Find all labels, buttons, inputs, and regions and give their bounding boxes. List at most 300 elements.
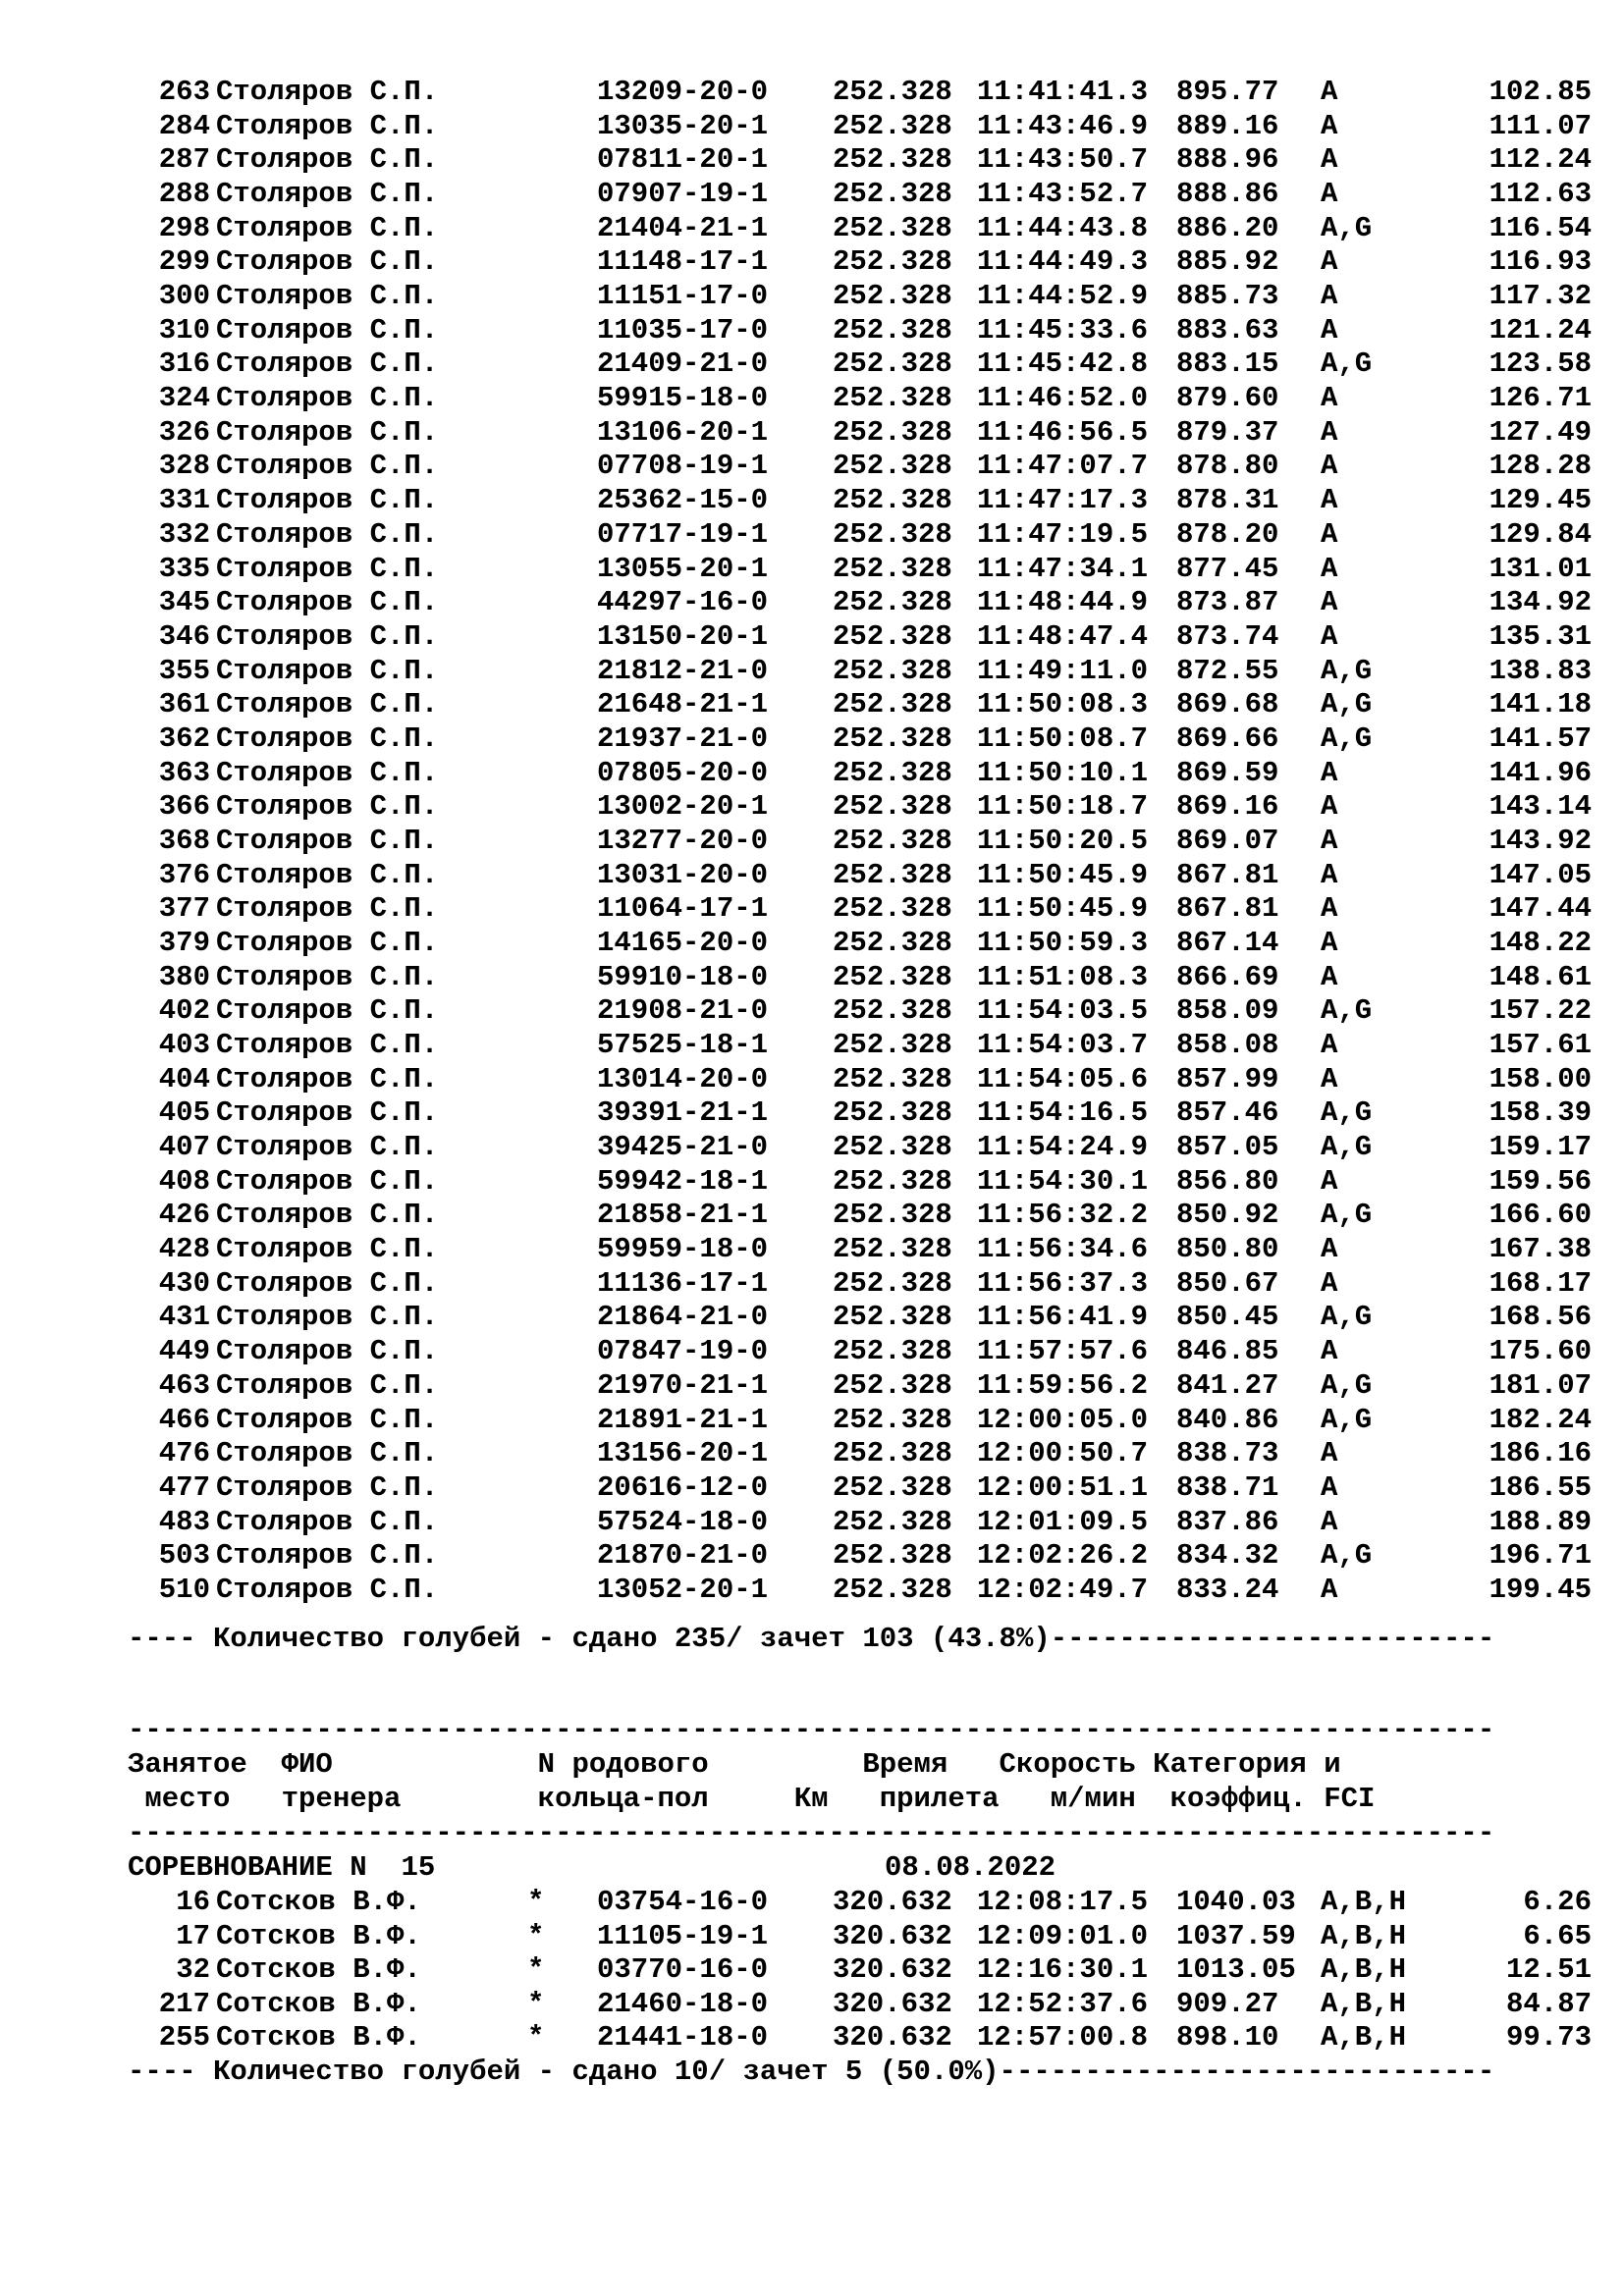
cell-speed: 879.37 <box>1176 415 1279 449</box>
cell-speed: 909.27 <box>1176 1987 1279 2020</box>
cell-name: Столяров С.П. <box>216 450 439 483</box>
cell-time: 12:52:37.6 <box>977 1987 1149 2020</box>
cell-speed: 1040.03 <box>1176 1886 1296 1918</box>
cell-cat: A <box>1321 143 1338 177</box>
cell-ring: 59915-18-0 <box>597 382 769 415</box>
table-row <box>0 1029 1624 1063</box>
cell-coef: 166.60 <box>1489 1199 1592 1232</box>
cell-km: 252.328 <box>833 1131 952 1164</box>
cell-km: 252.328 <box>833 688 952 721</box>
rule: -------------------------------------------------------------------------------- <box>128 1714 1495 1746</box>
cell-ring: 21891-21-1 <box>597 1403 769 1436</box>
cell-cat: A <box>1321 280 1338 313</box>
cell-coef: 102.85 <box>1489 76 1592 108</box>
cell-cat: A <box>1321 790 1338 824</box>
cell-coef: 175.60 <box>1489 1335 1592 1368</box>
cell-star: * <box>527 1886 545 1918</box>
cell-place: 503 <box>158 1539 210 1573</box>
cell-cat: A <box>1321 1437 1338 1470</box>
cell-ring: 21864-21-0 <box>597 1301 769 1334</box>
cell-coef: 186.16 <box>1489 1437 1592 1470</box>
cell-place: 345 <box>158 586 210 619</box>
cell-time: 11:47:07.7 <box>977 450 1149 483</box>
cell-speed: 878.31 <box>1176 484 1279 517</box>
cell-ring: 11136-17-1 <box>597 1266 769 1300</box>
table-row <box>0 757 1624 791</box>
cell-name: Сотсков В.Ф. <box>216 1987 421 2020</box>
cell-km: 320.632 <box>833 1987 952 2020</box>
table-row <box>0 1165 1624 1200</box>
cell-place: 328 <box>158 450 210 483</box>
cell-coef: 121.24 <box>1489 313 1592 347</box>
cell-ring: 21404-21-1 <box>597 211 769 244</box>
cell-place: 428 <box>158 1233 210 1266</box>
cell-place: 366 <box>158 790 210 824</box>
cell-cat: A <box>1321 756 1338 789</box>
cell-time: 11:48:47.4 <box>977 619 1149 653</box>
cell-km: 252.328 <box>833 347 952 381</box>
cell-time: 11:48:44.9 <box>977 586 1149 619</box>
cell-time: 11:54:03.5 <box>977 994 1149 1028</box>
cell-coef: 158.39 <box>1489 1096 1592 1130</box>
cell-speed: 840.86 <box>1176 1403 1279 1436</box>
cell-ring: 11064-17-1 <box>597 892 769 926</box>
cell-cat: A,G <box>1321 1539 1373 1573</box>
cell-speed: 850.45 <box>1176 1301 1279 1334</box>
cell-cat: A,G <box>1321 211 1373 244</box>
cell-speed: 885.73 <box>1176 280 1279 313</box>
table-row <box>0 586 1624 620</box>
cell-speed: 869.66 <box>1176 721 1279 755</box>
table-row <box>0 518 1624 553</box>
cell-coef: 148.22 <box>1489 927 1592 959</box>
cell-name: Столяров С.П. <box>216 1470 439 1504</box>
cell-place: 335 <box>158 552 210 585</box>
cell-speed: 850.67 <box>1176 1266 1279 1300</box>
cell-place: 483 <box>158 1505 210 1538</box>
cell-place: 407 <box>158 1131 210 1164</box>
cell-coef: 159.17 <box>1489 1131 1592 1164</box>
cell-place: 463 <box>158 1368 210 1402</box>
cell-km: 252.328 <box>833 450 952 483</box>
cell-name: Столяров С.П. <box>216 1437 439 1470</box>
cell-ring: 21648-21-1 <box>597 688 769 721</box>
cell-name: Столяров С.П. <box>216 824 439 857</box>
cell-coef: 141.57 <box>1489 721 1592 755</box>
cell-coef: 12.51 <box>1505 1953 1592 1987</box>
cell-coef: 168.17 <box>1489 1266 1592 1300</box>
cell-place: 32 <box>176 1953 210 1987</box>
cell-speed: 838.71 <box>1176 1470 1279 1504</box>
table-row <box>0 280 1624 314</box>
cell-speed: 883.63 <box>1176 313 1279 347</box>
table-row <box>0 1267 1624 1302</box>
cell-coef: 123.58 <box>1489 347 1592 381</box>
cell-speed: 872.55 <box>1176 654 1279 687</box>
cell-name: Столяров С.П. <box>216 960 439 993</box>
cell-km: 252.328 <box>833 1164 952 1198</box>
cell-coef: 159.56 <box>1489 1164 1592 1198</box>
column-header-text: Занятое ФИО N родового Время Скорость Категория и <box>128 1748 1341 1781</box>
cell-time: 11:50:59.3 <box>977 927 1149 959</box>
cell-cat: A <box>1321 178 1338 211</box>
block2-summary <box>0 2056 1624 2090</box>
table-row <box>0 553 1624 587</box>
cell-place: 510 <box>158 1573 210 1606</box>
cell-km: 252.328 <box>833 382 952 415</box>
cell-km: 252.328 <box>833 245 952 279</box>
cell-place: 404 <box>158 1062 210 1095</box>
cell-coef: 127.49 <box>1489 415 1592 449</box>
cell-coef: 158.00 <box>1489 1062 1592 1095</box>
cell-name: Столяров С.П. <box>216 1539 439 1573</box>
cell-ring: 25362-15-0 <box>597 484 769 517</box>
table-row <box>0 1574 1624 1608</box>
cell-name: Столяров С.П. <box>216 1505 439 1538</box>
cell-place: 402 <box>158 994 210 1028</box>
cell-speed: 1037.59 <box>1176 1919 1296 1952</box>
cell-km: 252.328 <box>833 1301 952 1334</box>
cell-coef: 131.01 <box>1489 552 1592 585</box>
cell-time: 11:54:16.5 <box>977 1096 1149 1130</box>
cell-coef: 84.87 <box>1505 1987 1592 2020</box>
cell-name: Столяров С.П. <box>216 211 439 244</box>
cell-coef: 182.24 <box>1489 1403 1592 1436</box>
cell-name: Сотсков В.Ф. <box>216 2021 421 2055</box>
cell-speed: 869.68 <box>1176 688 1279 721</box>
cell-name: Сотсков В.Ф. <box>216 1919 421 1952</box>
cell-name: Сотсков В.Ф. <box>216 1886 421 1918</box>
cell-name: Сотсков В.Ф. <box>216 1953 421 1987</box>
cell-km: 252.328 <box>833 721 952 755</box>
table-row <box>0 1539 1624 1574</box>
cell-name: Столяров С.П. <box>216 484 439 517</box>
cell-coef: 143.92 <box>1489 824 1592 857</box>
cell-place: 310 <box>158 313 210 347</box>
cell-km: 252.328 <box>833 415 952 449</box>
cell-name: Столяров С.П. <box>216 313 439 347</box>
cell-cat: A <box>1321 824 1338 857</box>
cell-star: * <box>527 1987 545 2020</box>
cell-time: 11:43:52.7 <box>977 178 1149 211</box>
cell-name: Столяров С.П. <box>216 552 439 585</box>
table-row <box>0 1988 1624 2022</box>
cell-km: 252.328 <box>833 1368 952 1402</box>
cell-speed: 867.81 <box>1176 858 1279 891</box>
cell-coef: 129.84 <box>1489 517 1592 551</box>
cell-name: Столяров С.П. <box>216 1335 439 1368</box>
cell-km: 252.328 <box>833 211 952 244</box>
cell-ring: 59910-18-0 <box>597 960 769 993</box>
cell-time: 11:56:37.3 <box>977 1266 1149 1300</box>
cell-speed: 857.05 <box>1176 1131 1279 1164</box>
cell-km: 252.328 <box>833 1335 952 1368</box>
competition-title: СОРЕВНОВАНИЕ N 15 <box>128 1851 436 1884</box>
cell-place: 299 <box>158 245 210 279</box>
cell-name: Столяров С.П. <box>216 654 439 687</box>
cell-time: 11:45:33.6 <box>977 313 1149 347</box>
cell-cat: A <box>1321 552 1338 585</box>
cell-km: 252.328 <box>833 1062 952 1095</box>
cell-cat: A,G <box>1321 1403 1373 1436</box>
cell-cat: A <box>1321 450 1338 483</box>
cell-ring: 13055-20-1 <box>597 552 769 585</box>
cell-speed: 883.15 <box>1176 347 1279 381</box>
header-rule-top <box>0 1714 1624 1748</box>
table-row <box>0 825 1624 859</box>
cell-ring: 13156-20-1 <box>597 1437 769 1470</box>
cell-km: 252.328 <box>833 552 952 585</box>
cell-time: 12:00:50.7 <box>977 1437 1149 1470</box>
cell-place: 376 <box>158 858 210 891</box>
cell-cat: A <box>1321 1266 1338 1300</box>
table-row <box>0 1953 1624 1988</box>
cell-coef: 167.38 <box>1489 1233 1592 1266</box>
cell-coef: 112.24 <box>1489 143 1592 177</box>
table-row <box>0 1471 1624 1506</box>
cell-name: Столяров С.П. <box>216 109 439 142</box>
cell-ring: 07847-19-0 <box>597 1335 769 1368</box>
cell-ring: 11105-19-1 <box>597 1919 769 1952</box>
cell-km: 252.328 <box>833 313 952 347</box>
cell-cat: A,G <box>1321 1131 1373 1164</box>
cell-ring: 07811-20-1 <box>597 143 769 177</box>
cell-ring: 07907-19-1 <box>597 178 769 211</box>
cell-cat: A,B,H <box>1321 1886 1407 1918</box>
cell-speed: 878.20 <box>1176 517 1279 551</box>
table-row <box>0 655 1624 689</box>
cell-name: Столяров С.П. <box>216 1029 439 1062</box>
cell-ring: 13277-20-0 <box>597 824 769 857</box>
cell-speed: 858.08 <box>1176 1029 1279 1062</box>
cell-ring: 07717-19-1 <box>597 517 769 551</box>
cell-time: 11:56:32.2 <box>977 1199 1149 1232</box>
cell-speed: 885.92 <box>1176 245 1279 279</box>
cell-km: 252.328 <box>833 1029 952 1062</box>
table-row <box>0 1886 1624 1920</box>
cell-time: 11:43:50.7 <box>977 143 1149 177</box>
cell-ring: 13106-20-1 <box>597 415 769 449</box>
cell-place: 287 <box>158 143 210 177</box>
cell-place: 217 <box>158 1987 210 2020</box>
column-header-text: место тренера кольца-пол Км прилета м/мин коэффиц. FCI <box>128 1783 1376 1815</box>
cell-time: 11:54:05.6 <box>977 1062 1149 1095</box>
cell-time: 11:50:45.9 <box>977 892 1149 926</box>
cell-place: 355 <box>158 654 210 687</box>
cell-coef: 188.89 <box>1489 1505 1592 1538</box>
cell-time: 11:57:57.6 <box>977 1335 1149 1368</box>
table-row <box>0 178 1624 212</box>
cell-speed: 898.10 <box>1176 2021 1279 2055</box>
cell-name: Столяров С.П. <box>216 1301 439 1334</box>
cell-ring: 03754-16-0 <box>597 1886 769 1918</box>
cell-ring: 21460-18-0 <box>597 1987 769 2020</box>
cell-cat: A <box>1321 1164 1338 1198</box>
cell-ring: 59942-18-1 <box>597 1164 769 1198</box>
cell-name: Столяров С.П. <box>216 1062 439 1095</box>
cell-cat: A,G <box>1321 721 1373 755</box>
cell-km: 252.328 <box>833 76 952 108</box>
cell-coef: 135.31 <box>1489 619 1592 653</box>
cell-place: 331 <box>158 484 210 517</box>
cell-cat: A,G <box>1321 1368 1373 1402</box>
cell-place: 408 <box>158 1164 210 1198</box>
cell-time: 11:47:34.1 <box>977 552 1149 585</box>
rule: -------------------------------------------------------------------------------- <box>128 1817 1495 1849</box>
cell-place: 324 <box>158 382 210 415</box>
cell-coef: 6.65 <box>1523 1919 1592 1952</box>
table-row <box>0 1335 1624 1369</box>
cell-cat: A <box>1321 1062 1338 1095</box>
table-row <box>0 1369 1624 1404</box>
cell-time: 12:57:00.8 <box>977 2021 1149 2055</box>
cell-time: 12:01:09.5 <box>977 1505 1149 1538</box>
cell-time: 12:02:49.7 <box>977 1573 1149 1606</box>
cell-place: 361 <box>158 688 210 721</box>
table-row <box>0 927 1624 961</box>
cell-place: 466 <box>158 1403 210 1436</box>
cell-time: 11:50:20.5 <box>977 824 1149 857</box>
cell-cat: A,B,H <box>1321 1953 1407 1987</box>
cell-place: 362 <box>158 721 210 755</box>
block1-summary <box>0 1623 1624 1657</box>
cell-km: 252.328 <box>833 654 952 687</box>
cell-speed: 834.32 <box>1176 1539 1279 1573</box>
table-row <box>0 859 1624 893</box>
cell-time: 11:47:17.3 <box>977 484 1149 517</box>
cell-km: 252.328 <box>833 756 952 789</box>
cell-time: 11:50:18.7 <box>977 790 1149 824</box>
cell-time: 11:47:19.5 <box>977 517 1149 551</box>
cell-speed: 886.20 <box>1176 211 1279 244</box>
cell-time: 11:59:56.2 <box>977 1368 1149 1402</box>
table-row <box>0 620 1624 655</box>
cell-km: 320.632 <box>833 1953 952 1987</box>
cell-cat: A <box>1321 109 1338 142</box>
summary-text: ---- Количество голубей - сдано 10/ зачет 5 (50.0%)----------------------------- <box>128 2056 1495 2088</box>
table-row <box>0 994 1624 1029</box>
cell-km: 252.328 <box>833 790 952 824</box>
cell-place: 426 <box>158 1199 210 1232</box>
cell-cat: A <box>1321 892 1338 926</box>
cell-coef: 134.92 <box>1489 586 1592 619</box>
cell-cat: A <box>1321 382 1338 415</box>
cell-km: 252.328 <box>833 1199 952 1232</box>
cell-km: 252.328 <box>833 960 952 993</box>
cell-time: 11:56:34.6 <box>977 1233 1149 1266</box>
table-row <box>0 1233 1624 1267</box>
column-header-line-1 <box>0 1748 1624 1783</box>
cell-place: 368 <box>158 824 210 857</box>
cell-ring: 20616-12-0 <box>597 1470 769 1504</box>
cell-km: 320.632 <box>833 2021 952 2055</box>
cell-speed: 877.45 <box>1176 552 1279 585</box>
cell-name: Столяров С.П. <box>216 1368 439 1402</box>
cell-cat: A <box>1321 586 1338 619</box>
cell-speed: 846.85 <box>1176 1335 1279 1368</box>
cell-name: Столяров С.П. <box>216 756 439 789</box>
table-row <box>0 484 1624 518</box>
cell-time: 11:56:41.9 <box>977 1301 1149 1334</box>
cell-coef: 117.32 <box>1489 280 1592 313</box>
cell-km: 252.328 <box>833 994 952 1028</box>
cell-speed: 878.80 <box>1176 450 1279 483</box>
table-row <box>0 450 1624 484</box>
cell-ring: 44297-16-0 <box>597 586 769 619</box>
table-row <box>0 688 1624 722</box>
cell-place: 300 <box>158 280 210 313</box>
cell-name: Столяров С.П. <box>216 1266 439 1300</box>
cell-coef: 116.54 <box>1489 211 1592 244</box>
table-row <box>0 212 1624 246</box>
cell-time: 11:41:41.3 <box>977 76 1149 108</box>
cell-cat: A,G <box>1321 347 1373 381</box>
cell-name: Столяров С.П. <box>216 994 439 1028</box>
cell-coef: 112.63 <box>1489 178 1592 211</box>
cell-time: 11:45:42.8 <box>977 347 1149 381</box>
cell-name: Столяров С.П. <box>216 280 439 313</box>
cell-place: 346 <box>158 619 210 653</box>
cell-place: 405 <box>158 1096 210 1130</box>
cell-name: Столяров С.П. <box>216 619 439 653</box>
cell-name: Столяров С.П. <box>216 347 439 381</box>
cell-km: 252.328 <box>833 143 952 177</box>
cell-cat: A,G <box>1321 1301 1373 1334</box>
table-row <box>0 1920 1624 1954</box>
cell-speed: 856.80 <box>1176 1164 1279 1198</box>
cell-time: 11:46:52.0 <box>977 382 1149 415</box>
cell-place: 332 <box>158 517 210 551</box>
cell-cat: A <box>1321 517 1338 551</box>
cell-cat: A <box>1321 1029 1338 1062</box>
cell-ring: 39391-21-1 <box>597 1096 769 1130</box>
cell-cat: A <box>1321 1573 1338 1606</box>
cell-cat: A <box>1321 858 1338 891</box>
cell-time: 12:08:17.5 <box>977 1886 1149 1918</box>
cell-coef: 186.55 <box>1489 1470 1592 1504</box>
cell-coef: 99.73 <box>1505 2021 1592 2055</box>
cell-ring: 59959-18-0 <box>597 1233 769 1266</box>
cell-cat: A <box>1321 245 1338 279</box>
cell-speed: 879.60 <box>1176 382 1279 415</box>
cell-name: Столяров С.П. <box>216 1233 439 1266</box>
cell-time: 11:44:49.3 <box>977 245 1149 279</box>
cell-ring: 11148-17-1 <box>597 245 769 279</box>
cell-km: 252.328 <box>833 927 952 959</box>
cell-km: 252.328 <box>833 824 952 857</box>
table-row <box>0 347 1624 382</box>
cell-ring: 13035-20-1 <box>597 109 769 142</box>
cell-ring: 13150-20-1 <box>597 619 769 653</box>
cell-coef: 138.83 <box>1489 654 1592 687</box>
table-row <box>0 76 1624 110</box>
summary-text: ---- Количество голубей - сдано 235/ зачет 103 (43.8%)-------------------------- <box>128 1623 1495 1655</box>
cell-ring: 21812-21-0 <box>597 654 769 687</box>
cell-ring: 11035-17-0 <box>597 313 769 347</box>
cell-cat: A <box>1321 619 1338 653</box>
cell-coef: 141.96 <box>1489 756 1592 789</box>
cell-place: 403 <box>158 1029 210 1062</box>
cell-km: 252.328 <box>833 1470 952 1504</box>
cell-coef: 147.44 <box>1489 892 1592 926</box>
cell-ring: 21937-21-0 <box>597 721 769 755</box>
cell-place: 380 <box>158 960 210 993</box>
cell-place: 476 <box>158 1437 210 1470</box>
table-row <box>0 1301 1624 1335</box>
cell-coef: 141.18 <box>1489 688 1592 721</box>
table-row <box>0 961 1624 995</box>
cell-ring: 13014-20-0 <box>597 1062 769 1095</box>
